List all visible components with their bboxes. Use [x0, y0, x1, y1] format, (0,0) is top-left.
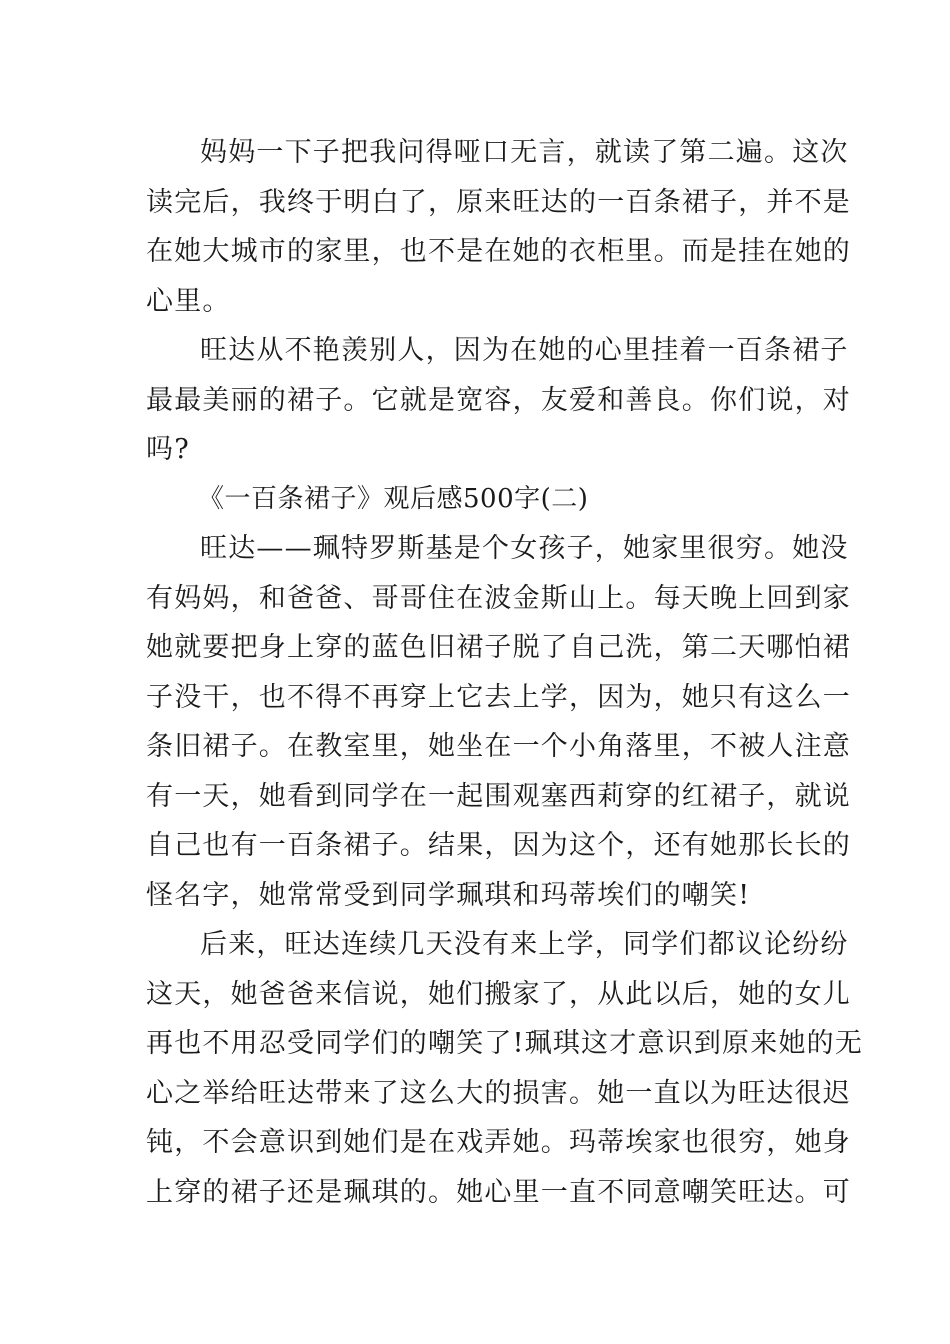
document-body	[146, 128, 864, 1217]
text-line: 她就要把身上穿的蓝色旧裙子脱了自己洗，第二天哪怕裙	[146, 632, 851, 663]
text-line: 读完后，我终于明白了，原来旺达的一百条裙子，并不是	[146, 186, 851, 218]
paragraph	[146, 524, 851, 920]
text-line: 上穿的裙子还是珮琪的。她心里一直不同意嘲笑旺达。可	[146, 1176, 851, 1208]
text-line: 心里。	[146, 285, 231, 317]
text-line: 在她大城市的家里，也不是在她的衣柜里。而是挂在她的	[146, 236, 851, 267]
text-line: 怪名字，她常常受到同学珮琪和玛蒂埃们的嘲笑!	[146, 879, 751, 911]
text-line: 自己也有一百条裙子。结果，因为这个，还有她那长长的	[146, 830, 851, 861]
text-line: 心之举给旺达带来了这么大的损害。她一直以为旺达很迟	[146, 1077, 851, 1109]
text-line: 旺达从不艳羡别人，因为在她的心里挂着一百条裙子	[200, 335, 849, 366]
text-line: 有妈妈，和爸爸、哥哥住在波金斯山上。每天晚上回到家	[146, 582, 851, 614]
text-line: 再也不用忍受同学们的嘲笑了!珮琪这才意识到原来她的无	[146, 1028, 864, 1059]
paragraph	[146, 128, 851, 326]
text-line: 妈妈一下子把我问得哑口无言，就读了第二遍。这次	[200, 137, 849, 168]
text-line: 后来，旺达连续几天没有来上学，同学们都议论纷纷	[200, 929, 849, 960]
text-line: 旺达——珮特罗斯基是个女孩子，她家里很穷。她没	[200, 533, 849, 564]
text-line: 吗?	[146, 434, 190, 465]
text-line: 有一天，她看到同学在一起围观塞西莉穿的红裙子，就说	[146, 780, 851, 812]
text-line: 这天，她爸爸来信说，她们搬家了，从此以后，她的女儿	[146, 978, 851, 1010]
text-line: 子没干，也不得不再穿上它去上学，因为，她只有这么一	[146, 681, 851, 713]
text-line: 条旧裙子。在教室里，她坐在一个小角落里，不被人注意	[146, 731, 851, 762]
section-heading: 《一百条裙子》观后感500字(二)	[198, 483, 589, 514]
text-line: 钝，不会意识到她们是在戏弄她。玛蒂埃家也很穷，她身	[146, 1127, 851, 1158]
text-line: 最最美丽的裙子。它就是宽容，友爱和善良。你们说，对	[146, 384, 851, 416]
paragraph	[146, 920, 864, 1217]
paragraph	[146, 326, 851, 475]
